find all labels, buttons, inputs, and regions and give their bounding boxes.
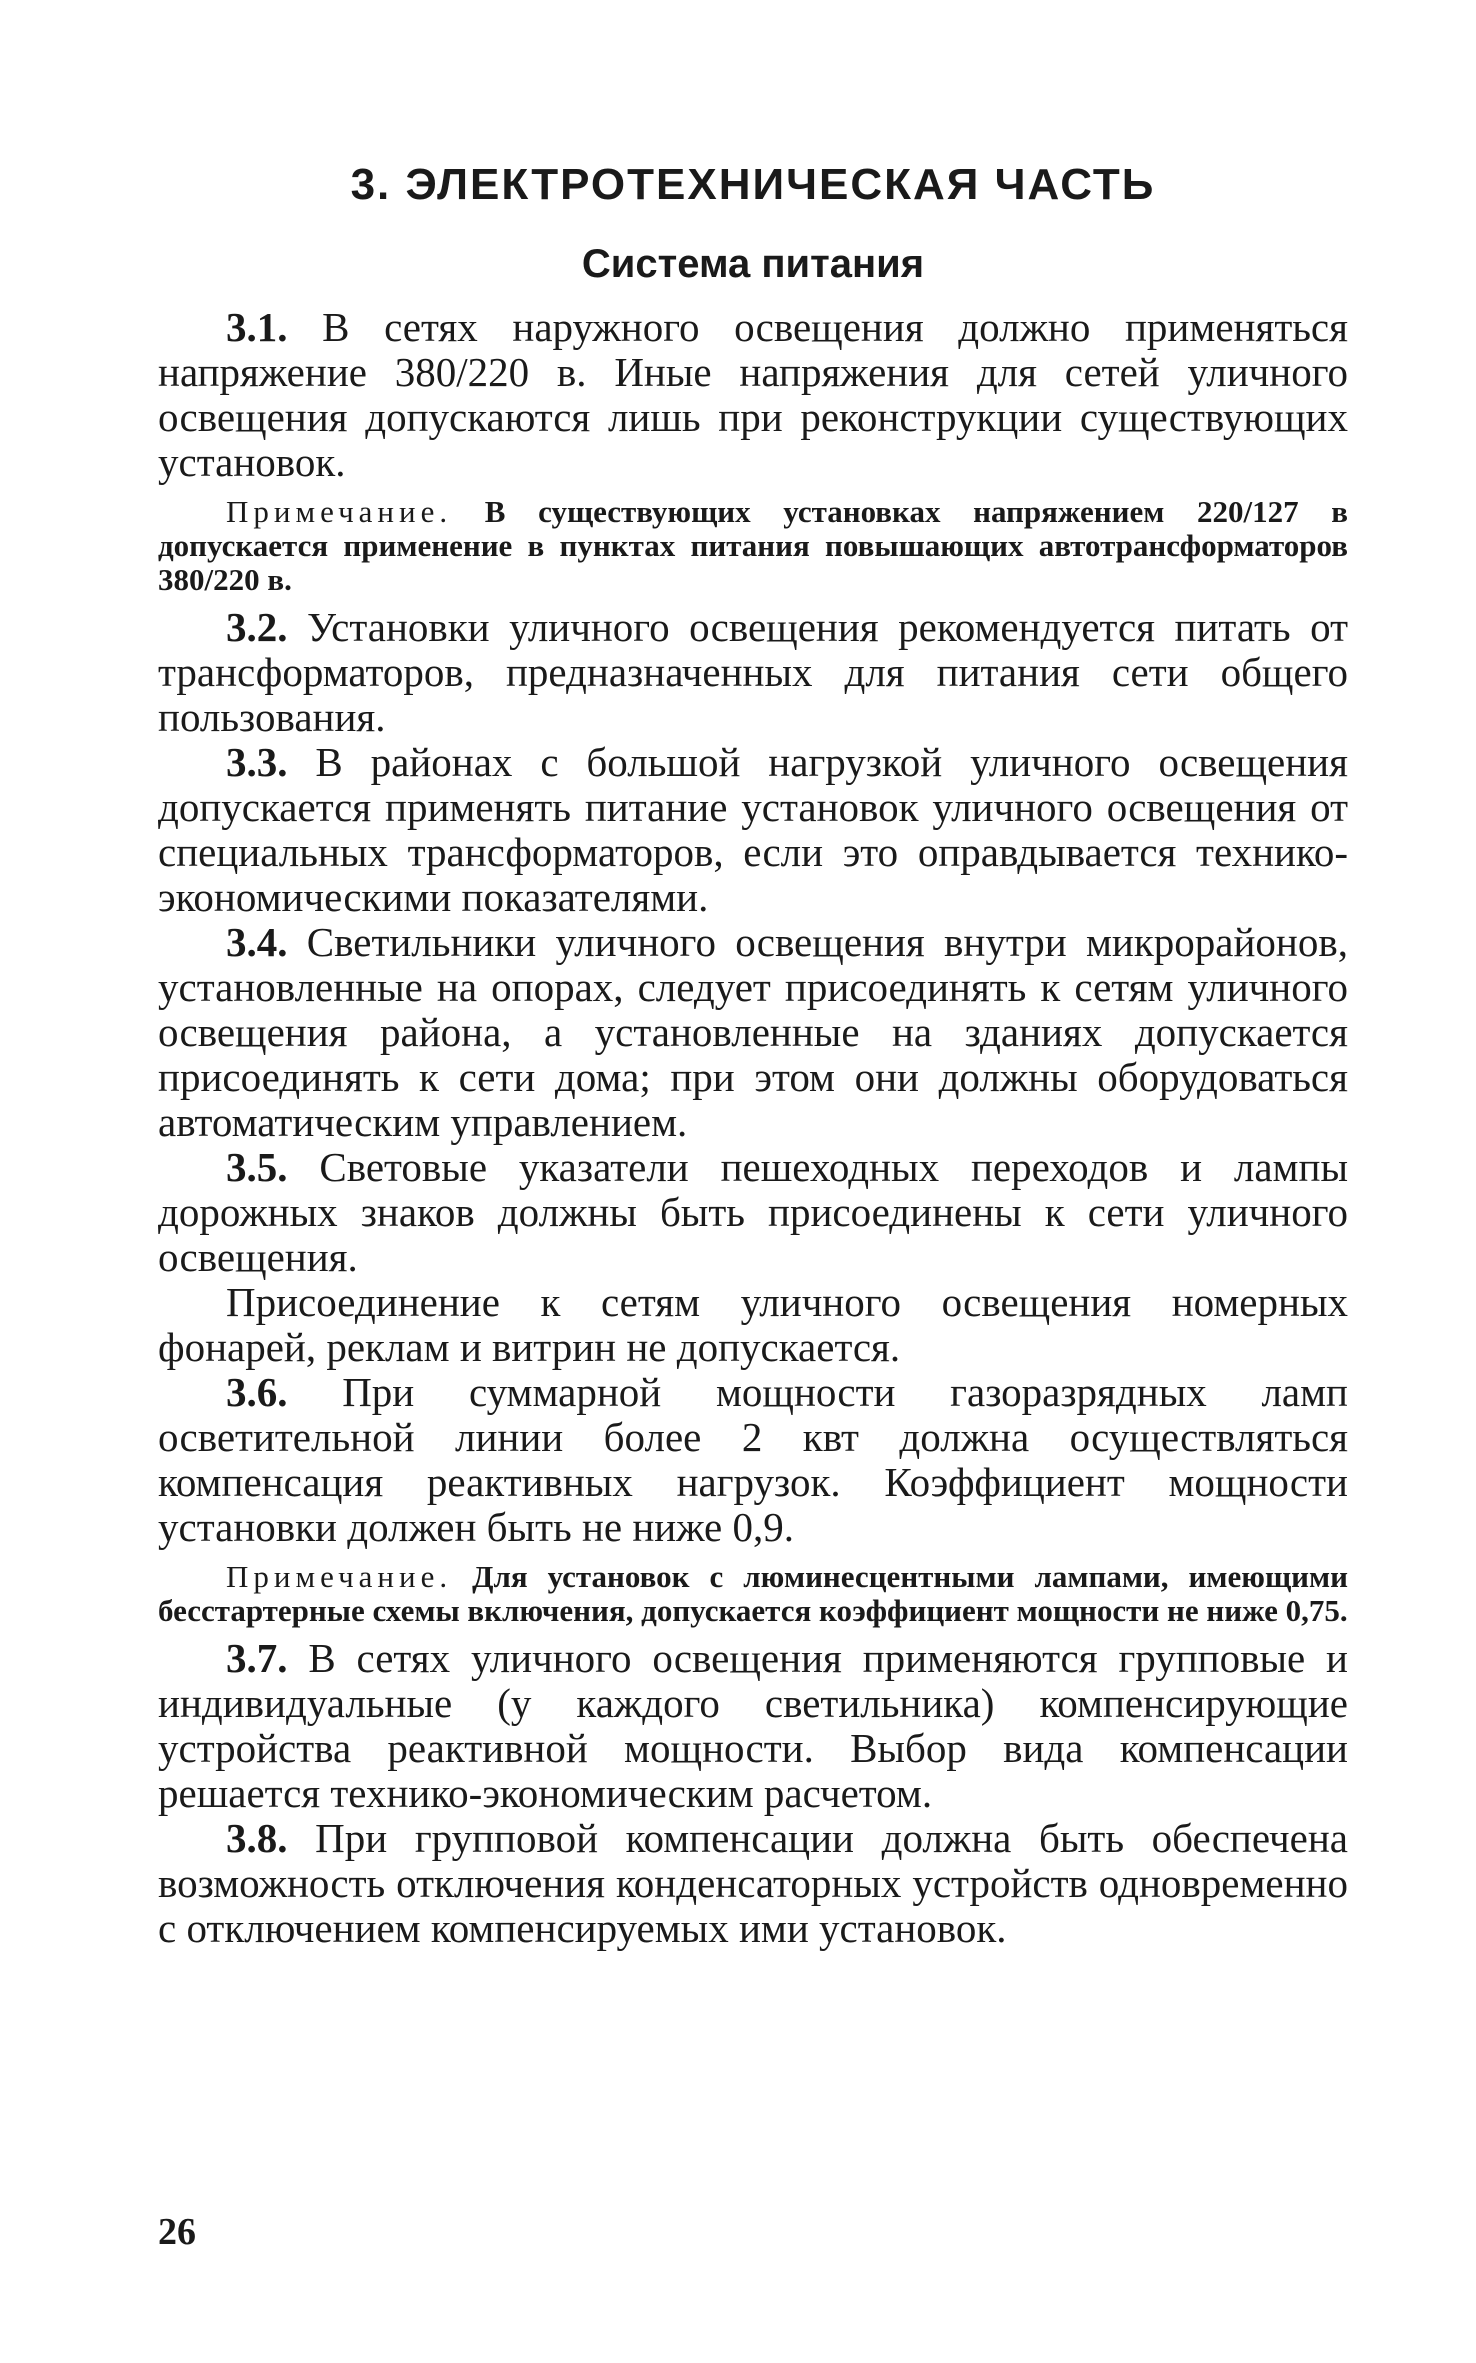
section-title: 3. ЭЛЕКТРОТЕХНИЧЕСКАЯ ЧАСТЬ bbox=[350, 160, 1156, 209]
note-label: Примечание. bbox=[226, 494, 453, 529]
paragraph-text: Световые указатели пешеходных переходов и лампы дорожных знаков должны быть присоединены к сети уличного освещения. bbox=[158, 1144, 1348, 1280]
page-number: 26 bbox=[158, 2211, 196, 2253]
paragraph-3-1 bbox=[158, 305, 1348, 485]
note-text: В существующих установках напряжением 220/127 в допускается применение в пунктах питания повышающих автотрансформаторов 380/220 в. bbox=[158, 494, 1348, 597]
paragraph-3-5 bbox=[158, 1145, 1348, 1280]
paragraph-text: Присоединение к сетям уличного освещения номерных фонарей, реклам и витрин не допускается. bbox=[158, 1279, 1348, 1370]
paragraph-3-3 bbox=[158, 740, 1348, 920]
paragraph-text: Светильники уличного освещения внутри микрорайонов, установленные на опорах, следует присоединять к сетям уличного освещения района, а установленные на зданиях допускается присоединять к сети дома; при этом они должны оборудоваться автоматическим управлением. bbox=[158, 919, 1348, 1145]
paragraph-text: В сетях уличного освещения применяются групповые и индивидуальные (у каждого светильника) компенсирующие устройства реактивной мощности. Выбор вида компенсации решается технико-экономическим расчетом. bbox=[158, 1635, 1348, 1816]
paragraph-3-7 bbox=[158, 1636, 1348, 1816]
paragraph-3-4 bbox=[158, 920, 1348, 1145]
clause-number: 3.4. bbox=[226, 919, 288, 965]
clause-number: 3.6. bbox=[226, 1369, 288, 1415]
paragraph-3-2 bbox=[158, 605, 1348, 740]
clause-number: 3.2. bbox=[226, 604, 288, 650]
paragraph-text: В районах с большой нагрузкой уличного освещения допускается применять питание установок уличного освещения от специальных трансформаторов, если это оправдывается технико-экономическими показателями. bbox=[158, 739, 1348, 920]
clause-number: 3.8. bbox=[226, 1815, 288, 1861]
subsection-title: Система питания bbox=[581, 242, 925, 286]
clause-number: 3.5. bbox=[226, 1144, 288, 1190]
note-2 bbox=[158, 1560, 1348, 1628]
paragraph-text: В сетях наружного освещения должно применяться напряжение 380/220 в. Иные напряжения для сетей уличного освещения допускаются лишь при реконструкции существующих установок. bbox=[158, 304, 1348, 485]
document-page bbox=[158, 0, 1348, 2363]
note-label: Примечание. bbox=[226, 1559, 453, 1594]
clause-number: 3.7. bbox=[226, 1635, 288, 1681]
paragraph-3-8 bbox=[158, 1816, 1348, 1951]
note-text: Для установок с люминесцентными лампами, имеющими бесстартерные схемы включения, допускается коэффициент мощности не ниже 0,75. bbox=[158, 1559, 1348, 1628]
note-1 bbox=[158, 495, 1348, 597]
paragraph-3-6 bbox=[158, 1370, 1348, 1550]
paragraph-text: При суммарной мощности газоразрядных ламп осветительной линии более 2 квт должна осуществляться компенсация реактивных нагрузок. Коэффициент мощности установки должен быть не ниже 0,9. bbox=[158, 1369, 1348, 1550]
clause-number: 3.1. bbox=[226, 304, 288, 350]
clause-number: 3.3. bbox=[226, 739, 288, 785]
paragraph-text: Установки уличного освещения рекомендуется питать от трансформаторов, предназначенных для питания сети общего пользования. bbox=[158, 604, 1348, 740]
body-text bbox=[158, 305, 1348, 1951]
paragraph-text: При групповой компенсации должна быть обеспечена возможность отключения конденсаторных устройств одновременно с отключением компенсируемых ими установок. bbox=[158, 1815, 1348, 1951]
paragraph-3-5-continued bbox=[158, 1280, 1348, 1370]
